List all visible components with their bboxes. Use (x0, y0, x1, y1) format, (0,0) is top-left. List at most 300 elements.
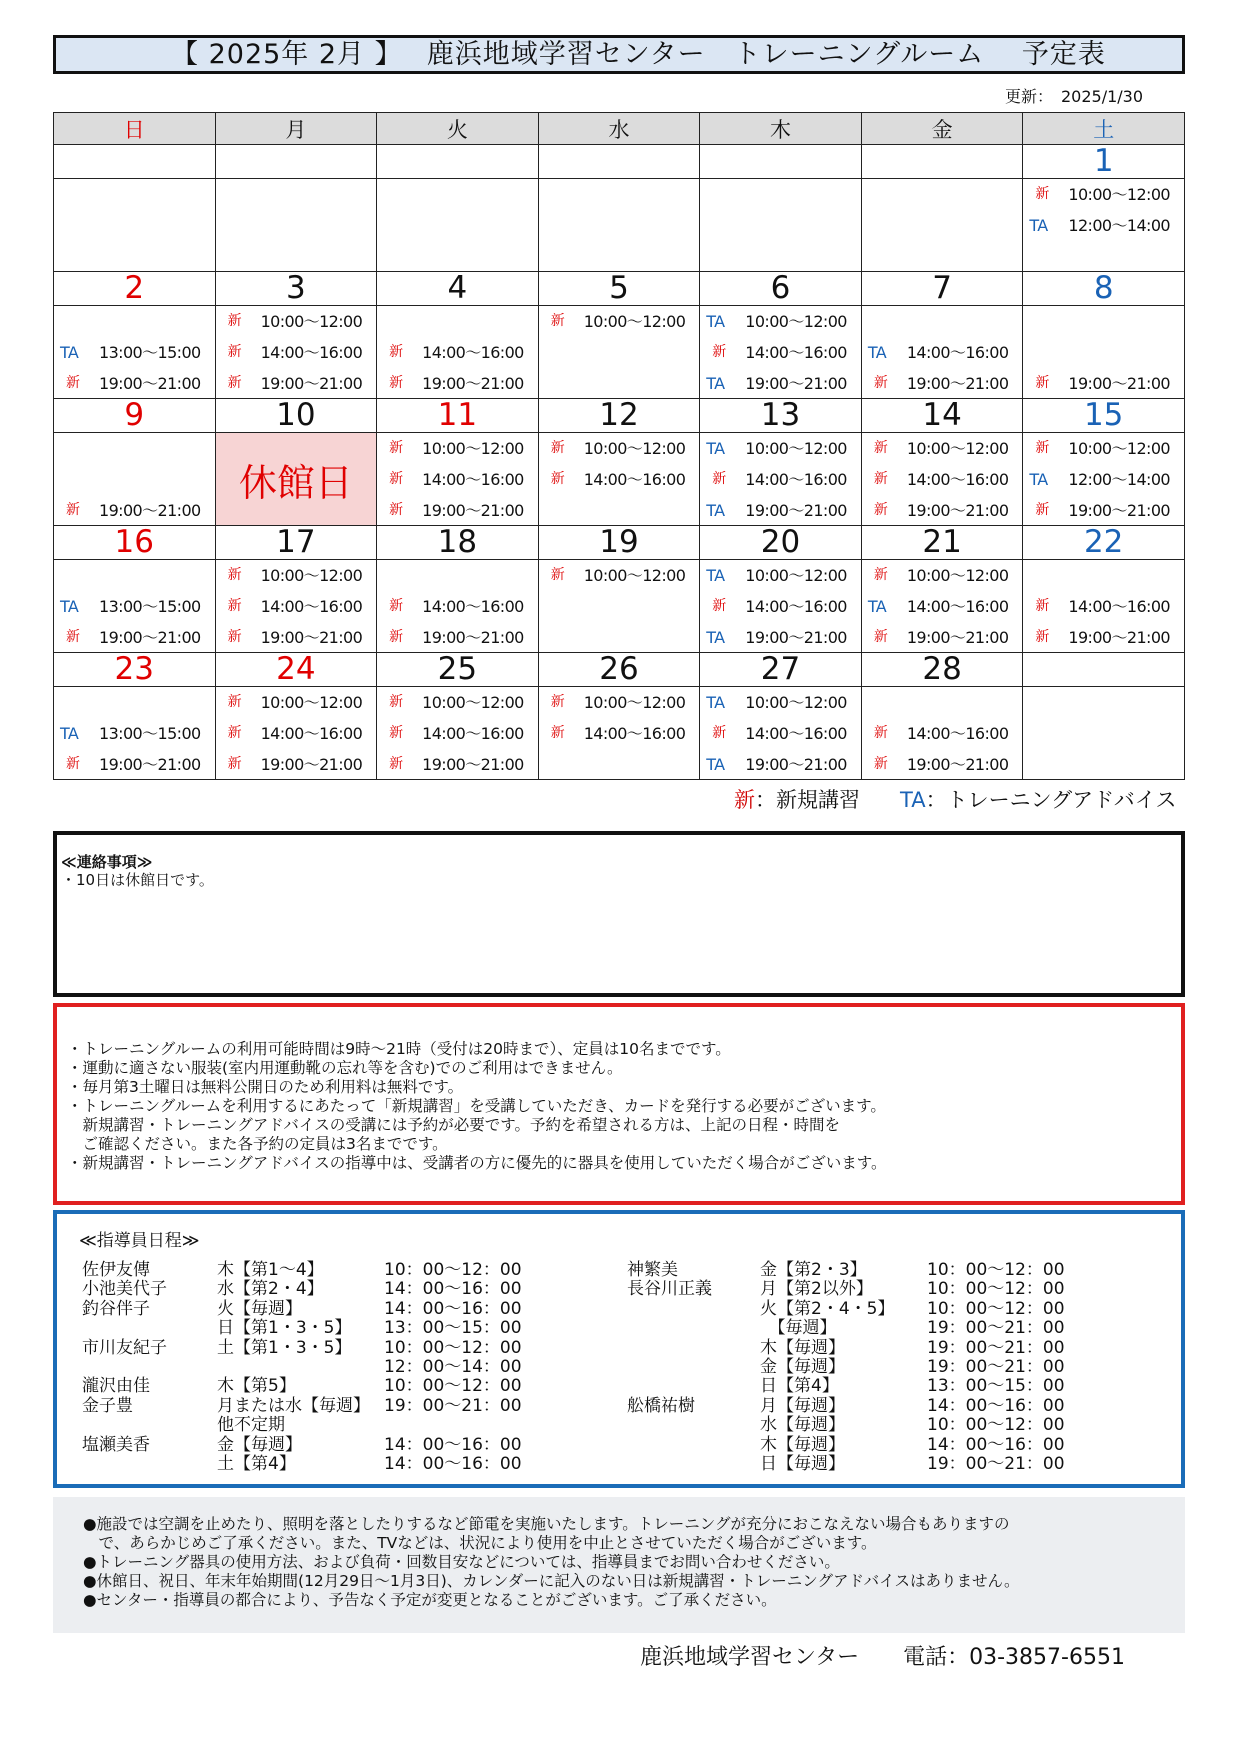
staff-day: 金【毎週】 (760, 1357, 845, 1377)
session-slot (377, 591, 538, 622)
staff-time: 14：00～16：00 (384, 1279, 522, 1300)
notice-text: ・10日は休館日です。 (61, 871, 214, 889)
session-time: 10:00～12:00 (422, 693, 524, 712)
staff-time: 19：00～21：00 (927, 1318, 1065, 1339)
day-number: 9 (54, 399, 216, 433)
closed-label: 休館日 (238, 460, 353, 505)
session-slot (54, 495, 215, 526)
staff-time: 10：00～12：00 (927, 1279, 1065, 1300)
session-type: TA (60, 343, 79, 362)
day-schedule-cell (700, 687, 862, 780)
session-slot (539, 464, 700, 495)
staff-day: 土【第1・3・5】 (217, 1337, 352, 1358)
day-schedule-cell (1023, 687, 1185, 780)
day-schedule-cell (538, 433, 700, 526)
session-type: 新 (873, 725, 888, 741)
session-type: TA (706, 374, 725, 393)
session-slot (862, 591, 1023, 622)
session-time: 19:00～21:00 (260, 755, 363, 774)
day-schedule-cell (700, 306, 862, 399)
session-type: TA (706, 566, 725, 585)
session-time: 12:00～14:00 (1068, 470, 1170, 489)
session-type: 新 (227, 313, 241, 329)
session-slot (1023, 433, 1184, 464)
session-type: 新 (873, 471, 888, 487)
session-type: TA (1029, 216, 1048, 235)
session-slot (862, 749, 1023, 780)
day-number: 22 (1023, 526, 1185, 560)
staff-time: 13：00～15：00 (384, 1318, 522, 1339)
staff-name: 神繁美 (627, 1260, 678, 1280)
session-type: TA (867, 343, 887, 362)
day-schedule-cell (1023, 560, 1185, 653)
session-type: 新 (227, 694, 241, 710)
session-type: 新 (227, 375, 241, 391)
session-slot (539, 687, 700, 718)
day-schedule-cell (377, 179, 539, 272)
session-type: 新 (389, 694, 403, 710)
session-type: 新 (227, 567, 241, 583)
day-number: 5 (538, 272, 700, 306)
day-schedule-cell (215, 560, 377, 653)
session-type: TA (867, 597, 887, 616)
staff-time: 19：00～21：00 (927, 1357, 1065, 1377)
staff-time: 14：00～16：00 (927, 1395, 1065, 1416)
staff-day: 土【第4】 (217, 1454, 296, 1474)
session-type: 新 (227, 344, 241, 360)
session-type: 新 (66, 375, 80, 391)
session-type: 新 (873, 502, 888, 518)
day-schedule-cell (538, 560, 700, 653)
session-time: 19:00～21:00 (745, 374, 847, 393)
staff-schedule-box (53, 1210, 1185, 1488)
staff-day: 月【第2以外】 (760, 1279, 873, 1300)
day-number: 2 (54, 272, 216, 306)
session-slot (700, 560, 861, 591)
session-slot (700, 718, 861, 749)
staff-time: 14：00～16：00 (927, 1434, 1065, 1455)
session-time: 13:00～15:00 (99, 724, 201, 743)
staff-heading: ≪指導員日程≫ (79, 1231, 200, 1251)
session-time: 14:00～16:00 (422, 470, 524, 489)
day-schedule-cell (1023, 306, 1185, 399)
page-title: 【 2025年 2月 】 鹿浜地域学習センター トレーニングルーム 予定表 (53, 35, 1185, 74)
staff-time: 10：00～12：00 (927, 1260, 1065, 1280)
session-time: 19:00～21:00 (906, 755, 1009, 774)
week-date-row (54, 145, 1185, 179)
session-type: TA (1029, 470, 1048, 489)
legend-new-key: 新 (734, 788, 755, 812)
legend-ta-key: TA (900, 788, 926, 812)
session-time: 10:00～12:00 (422, 439, 524, 458)
session-time: 14:00～16:00 (583, 724, 686, 743)
session-slot (700, 622, 861, 653)
session-slot (862, 622, 1023, 653)
session-time: 10:00～12:00 (260, 693, 363, 712)
session-slot (54, 337, 215, 368)
weekday-2: 火 (377, 113, 539, 145)
session-time: 19:00～21:00 (260, 374, 363, 393)
session-type: 新 (712, 344, 726, 360)
session-slot (377, 368, 538, 399)
staff-time: 14：00～16：00 (384, 1298, 522, 1319)
session-type: TA (706, 439, 725, 458)
week-schedule-row (54, 179, 1185, 272)
staff-day: 火【毎週】 (217, 1298, 302, 1319)
session-time: 19:00～21:00 (1068, 628, 1170, 647)
session-time: 19:00～21:00 (906, 501, 1009, 520)
session-type: 新 (873, 567, 888, 583)
legend-new (734, 784, 860, 814)
session-time: 10:00～12:00 (745, 693, 847, 712)
calendar-body (54, 145, 1185, 780)
session-slot (216, 368, 377, 399)
weekday-header (54, 113, 1185, 145)
day-number (377, 145, 539, 179)
schedule-calendar (53, 112, 1185, 780)
staff-name: 小池美代子 (82, 1279, 167, 1300)
staff-name: 佐伊友傳 (82, 1260, 150, 1280)
day-number (538, 145, 700, 179)
session-time: 10:00～12:00 (260, 566, 363, 585)
week-schedule-row (54, 560, 1185, 653)
staff-day: 木【毎週】 (760, 1434, 845, 1455)
staff-name: 舩橋祐樹 (627, 1395, 695, 1416)
weekday-3: 水 (538, 113, 700, 145)
staff-time: 10：00～12：00 (384, 1260, 522, 1280)
day-schedule-cell (215, 306, 377, 399)
session-slot (216, 337, 377, 368)
session-slot (1023, 210, 1184, 241)
session-time: 10:00～12:00 (906, 566, 1009, 585)
session-time: 10:00～12:00 (583, 693, 686, 712)
day-number: 17 (215, 526, 377, 560)
session-slot (1023, 179, 1184, 210)
day-number: 11 (377, 399, 539, 433)
session-time: 19:00～21:00 (906, 628, 1009, 647)
session-slot (54, 622, 215, 653)
weekday-4: 木 (700, 113, 862, 145)
session-type: 新 (389, 725, 403, 741)
day-schedule-cell (54, 433, 216, 526)
session-type: 新 (227, 598, 241, 614)
week-schedule-row (54, 687, 1185, 780)
staff-time: 13：00～15：00 (927, 1376, 1065, 1397)
session-time: 14:00～16:00 (422, 724, 524, 743)
session-type: 新 (227, 629, 241, 645)
session-time: 19:00～21:00 (99, 374, 201, 393)
session-type: 新 (1035, 629, 1049, 645)
day-schedule-cell (54, 306, 216, 399)
session-slot (54, 368, 215, 399)
staff-day: 水【第2・4】 (217, 1279, 324, 1300)
staff-time: 19：00～21：00 (384, 1395, 522, 1416)
day-number: 13 (700, 399, 862, 433)
legend-new-label: ：新規講習 (755, 788, 860, 812)
session-slot (216, 718, 377, 749)
session-slot (862, 464, 1023, 495)
session-slot (539, 560, 700, 591)
week-date-row (54, 653, 1185, 687)
session-slot (377, 495, 538, 526)
session-time: 19:00～21:00 (422, 501, 524, 520)
day-number: 6 (700, 272, 862, 306)
session-slot (539, 306, 700, 337)
day-schedule-cell (861, 433, 1023, 526)
session-slot (216, 687, 377, 718)
session-slot (1023, 591, 1184, 622)
day-number: 1 (1023, 145, 1185, 179)
week-date-row (54, 399, 1185, 433)
session-slot (862, 368, 1023, 399)
session-type: 新 (389, 344, 403, 360)
session-type: TA (706, 628, 725, 647)
session-slot (539, 718, 700, 749)
session-type: 新 (1035, 186, 1049, 202)
staff-day: 木【毎週】 (760, 1337, 845, 1358)
staff-name: 金子豊 (82, 1395, 133, 1416)
staff-time: 10：00～12：00 (384, 1376, 522, 1397)
staff-day: 火【第2・4・5】 (760, 1298, 895, 1319)
weekday-5: 金 (861, 113, 1023, 145)
day-schedule-cell (538, 306, 700, 399)
session-type: 新 (550, 313, 565, 329)
session-slot (216, 591, 377, 622)
day-number: 4 (377, 272, 539, 306)
session-slot (700, 306, 861, 337)
day-number: 23 (54, 653, 216, 687)
staff-time: 19：00～21：00 (927, 1337, 1065, 1358)
day-number (54, 145, 216, 179)
session-time: 10:00～12:00 (583, 439, 686, 458)
session-type: 新 (1035, 375, 1049, 391)
day-schedule-cell (54, 687, 216, 780)
session-time: 14:00～16:00 (1068, 597, 1170, 616)
session-time: 14:00～16:00 (260, 724, 363, 743)
day-number: 20 (700, 526, 862, 560)
staff-day: 月【毎週】 (760, 1395, 845, 1416)
session-type: 新 (227, 725, 241, 741)
day-number: 27 (700, 653, 862, 687)
session-type: TA (706, 312, 725, 331)
session-slot (216, 560, 377, 591)
session-slot (862, 718, 1023, 749)
session-slot (1023, 464, 1184, 495)
session-slot (700, 495, 861, 526)
session-time: 19:00～21:00 (99, 755, 201, 774)
weekday-1: 月 (215, 113, 377, 145)
day-number: 19 (538, 526, 700, 560)
staff-day: 木【第1～4】 (217, 1260, 324, 1280)
session-slot (377, 337, 538, 368)
session-type: 新 (712, 598, 726, 614)
session-slot (377, 718, 538, 749)
staff-day: 金【毎週】 (217, 1434, 302, 1455)
session-type: 新 (389, 440, 403, 456)
session-type: 新 (712, 471, 726, 487)
day-schedule-cell (700, 560, 862, 653)
day-number: 28 (861, 653, 1023, 687)
session-time: 10:00～12:00 (906, 439, 1009, 458)
staff-day: 水【毎週】 (760, 1415, 845, 1436)
session-time: 19:00～21:00 (260, 628, 363, 647)
session-type: 新 (389, 598, 403, 614)
rules-box: ・トレーニングルームの利用可能時間は9時～21時（受付は20時まで）、定員は10名までです。 ・運動に適さない服装(室内用運動靴の忘れ等を含む)でのご利用はできません。 ・毎月第3土曜日は無料公開日のため利用料は無料です。 ・トレーニングルームを利用するにあたって「新規講習」を受講していただき、カードを発行する必要がございます。 新規講習・トレーニングアドバイスの受講には予約が必要です。予約を希望される方は、上記の日程・時間を ご確認ください。また各予約の定員は3名までです。 ・新規講習・トレーニングアドバイスの指導中は、受講者の方に優先的に器具を使用していただく場合がございます。 (53, 1003, 1185, 1205)
session-time: 10:00～12:00 (745, 312, 847, 331)
staff-time: 12：00～14：00 (384, 1357, 522, 1377)
session-type: TA (706, 501, 725, 520)
session-slot (700, 749, 861, 780)
session-time: 19:00～21:00 (1068, 501, 1170, 520)
day-schedule-cell (215, 687, 377, 780)
session-time: 14:00～16:00 (260, 343, 363, 362)
session-type: 新 (389, 375, 403, 391)
session-time: 12:00～14:00 (1068, 216, 1170, 235)
day-number (1023, 653, 1185, 687)
week-schedule-row (54, 306, 1185, 399)
day-schedule-cell (861, 687, 1023, 780)
session-slot (700, 337, 861, 368)
session-time: 10:00～12:00 (260, 312, 363, 331)
session-time: 10:00～12:00 (745, 566, 847, 585)
session-time: 14:00～16:00 (745, 597, 847, 616)
staff-time: 10：00～12：00 (927, 1298, 1065, 1319)
session-type: 新 (227, 756, 241, 772)
day-schedule-cell (538, 179, 700, 272)
session-time: 14:00～16:00 (583, 470, 686, 489)
day-number: 10 (215, 399, 377, 433)
notice-heading: ≪連絡事項≫ (61, 853, 153, 871)
session-type: 新 (1035, 598, 1049, 614)
contact-info: 鹿浜地域学習センター 電話：03-3857-6551 (640, 1645, 1125, 1670)
session-time: 13:00～15:00 (99, 343, 201, 362)
day-schedule-cell (377, 687, 539, 780)
session-slot (1023, 495, 1184, 526)
day-schedule-cell (861, 306, 1023, 399)
session-type: TA (60, 724, 79, 743)
updated-date: 更新： 2025/1/30 (1005, 87, 1144, 106)
day-schedule-cell (700, 179, 862, 272)
weekday-0: 日 (54, 113, 216, 145)
session-slot (700, 368, 861, 399)
staff-day: 金【第2・3】 (760, 1260, 867, 1280)
session-time: 19:00～21:00 (99, 628, 201, 647)
day-number (700, 145, 862, 179)
session-time: 19:00～21:00 (745, 501, 847, 520)
session-time: 13:00～15:00 (99, 597, 201, 616)
session-slot (862, 495, 1023, 526)
day-number: 7 (861, 272, 1023, 306)
session-time: 14:00～16:00 (422, 597, 524, 616)
day-schedule-cell (861, 560, 1023, 653)
session-slot (216, 306, 377, 337)
staff-time: 14：00～16：00 (384, 1454, 522, 1474)
staff-day: 日【第4】 (760, 1376, 839, 1397)
session-type: 新 (389, 629, 403, 645)
session-slot (216, 622, 377, 653)
staff-day: 日【第1・3・5】 (217, 1318, 352, 1339)
session-type: 新 (389, 756, 403, 772)
day-number: 16 (54, 526, 216, 560)
footer-notes: ●施設では空調を止めたり、照明を落としたりするなど節電を実施いたします。トレーニングが充分におこなえない場合もありますの で、あらかじめご了承ください。また、TVなどは、状況により使用を中止とさせていただく場合がございます。 ●トレーニング器具の使用方法、および負荷・回数目安などについては、指導員までお問い合わせください。 ●休館日、祝日、年末年始期間(12月29日～1月3日)、カレンダーに記入のない日は新規講習・トレーニングアドバイスはありません。 ●センター・指導員の都合により、予告なく予定が変更となることがございます。ご了承ください。 (53, 1497, 1185, 1633)
staff-time: 10：00～12：00 (384, 1337, 522, 1358)
session-type: TA (706, 755, 725, 774)
session-time: 14:00～16:00 (745, 724, 847, 743)
staff-day: 他不定期 (217, 1415, 285, 1436)
day-number: 15 (1023, 399, 1185, 433)
weekday-6: 土 (1023, 113, 1185, 145)
session-type: 新 (873, 440, 888, 456)
session-time: 19:00～21:00 (99, 501, 201, 520)
day-schedule-cell (861, 179, 1023, 272)
session-slot (54, 749, 215, 780)
day-schedule-cell (377, 306, 539, 399)
session-slot (377, 464, 538, 495)
session-time: 19:00～21:00 (745, 628, 847, 647)
session-time: 14:00～16:00 (906, 343, 1009, 362)
session-slot (377, 749, 538, 780)
session-time: 19:00～21:00 (422, 755, 524, 774)
session-time: 10:00～12:00 (745, 439, 847, 458)
session-time: 14:00～16:00 (745, 343, 847, 362)
session-slot (700, 433, 861, 464)
session-time: 14:00～16:00 (422, 343, 524, 362)
session-type: 新 (550, 694, 565, 710)
day-schedule-cell (1023, 179, 1185, 272)
session-slot (862, 337, 1023, 368)
session-slot (377, 687, 538, 718)
session-slot (216, 749, 377, 780)
session-time: 14:00～16:00 (906, 470, 1009, 489)
staff-name: 瀧沢由佳 (82, 1376, 150, 1397)
day-number: 14 (861, 399, 1023, 433)
staff-time: 10：00～12：00 (927, 1415, 1065, 1436)
day-schedule-cell (54, 560, 216, 653)
session-time: 19:00～21:00 (422, 628, 524, 647)
session-slot (539, 433, 700, 464)
session-type: 新 (550, 567, 565, 583)
day-number: 8 (1023, 272, 1185, 306)
staff-time: 19：00～21：00 (927, 1454, 1065, 1474)
day-schedule-cell (377, 560, 539, 653)
session-type: 新 (873, 629, 888, 645)
week-date-row (54, 272, 1185, 306)
session-slot (862, 560, 1023, 591)
session-time: 14:00～16:00 (260, 597, 363, 616)
staff-day: 月または水【毎週】 (217, 1395, 370, 1416)
closed-day-cell (215, 433, 377, 526)
day-number: 3 (215, 272, 377, 306)
session-time: 10:00～12:00 (583, 312, 686, 331)
day-schedule-cell (1023, 433, 1185, 526)
staff-day: 木【第5】 (217, 1376, 296, 1397)
day-schedule-cell (54, 179, 216, 272)
day-schedule-cell (377, 433, 539, 526)
session-type: 新 (66, 629, 80, 645)
staff-name: 釣谷伴子 (82, 1298, 150, 1319)
day-number: 26 (538, 653, 700, 687)
session-slot (700, 464, 861, 495)
day-number: 25 (377, 653, 539, 687)
legend-ta-label: ：トレーニングアドバイス (925, 788, 1177, 812)
session-type: 新 (550, 725, 565, 741)
session-time: 10:00～12:00 (1068, 439, 1170, 458)
session-type: 新 (873, 375, 888, 391)
staff-name: 市川友紀子 (82, 1337, 167, 1358)
session-type: TA (60, 597, 79, 616)
session-time: 19:00～21:00 (906, 374, 1009, 393)
session-type: 新 (712, 725, 726, 741)
